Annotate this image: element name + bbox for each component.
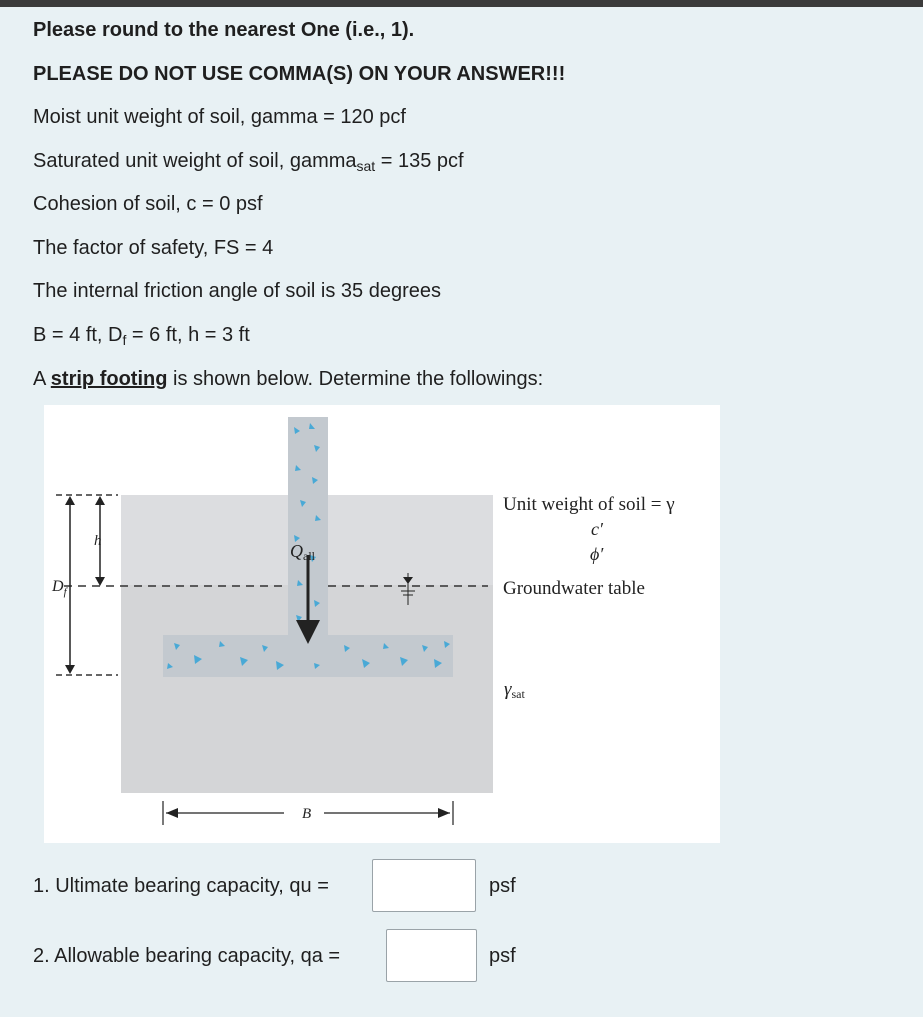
gamma-sat-label: γsat bbox=[504, 679, 525, 701]
strip-footing-diagram bbox=[44, 405, 720, 843]
strip-footing-link[interactable]: strip footing bbox=[50, 368, 168, 390]
round-note: Please round to the nearest One (i.e., 1). bbox=[33, 19, 415, 41]
h-arrow-bottom bbox=[95, 577, 105, 586]
cohesion-label: c′ bbox=[591, 519, 603, 539]
comma-note: PLEASE DO NOT USE COMMA(S) ON YOUR ANSWER!!! bbox=[33, 63, 566, 85]
df-arrow-top bbox=[65, 496, 75, 505]
unit-weight-label: Unit weight of soil = γ bbox=[503, 494, 675, 515]
question-1-unit: psf bbox=[489, 875, 516, 897]
ultimate-bearing-input[interactable] bbox=[372, 859, 476, 912]
phi-label: ϕ′ bbox=[590, 544, 604, 564]
panel-bottom-edge bbox=[0, 1017, 923, 1024]
question-2-label: 2. Allowable bearing capacity, qa = bbox=[33, 945, 341, 967]
df-label: $D_f$ bbox=[52, 578, 67, 598]
question-1-label: 1. Ultimate bearing capacity, qu = bbox=[33, 875, 329, 897]
cohesion: Cohesion of soil, c = 0 psf bbox=[33, 193, 263, 215]
question-2-unit: psf bbox=[489, 945, 516, 967]
window-top-bar bbox=[0, 0, 923, 7]
groundwater-label: Groundwater table bbox=[503, 578, 645, 599]
b-arrow-right bbox=[438, 808, 450, 818]
h-arrow-top bbox=[95, 496, 105, 505]
dimensions: B = 4 ft, $D_f = 6$ ft, h = 3 ft bbox=[33, 324, 250, 348]
allowable-bearing-input[interactable] bbox=[386, 929, 477, 982]
friction-angle: The internal friction angle of soil is 35 degrees bbox=[33, 280, 442, 302]
b-arrow-left bbox=[166, 808, 178, 818]
h-label: h bbox=[94, 533, 102, 549]
factor-of-safety: The factor of safety, FS = 4 bbox=[33, 237, 274, 259]
moist-unit-weight: Moist unit weight of soil, gamma = 120 pcf bbox=[33, 106, 406, 128]
footing-base bbox=[163, 635, 453, 677]
saturated-unit-weight: Saturated unit weight of soil, gamma$_{sat}$ = 135 pcf bbox=[33, 150, 464, 174]
intro-text: A strip footing is shown below. Determine the followings: bbox=[33, 368, 544, 390]
df-arrow-bottom bbox=[65, 665, 75, 674]
q-all-label: Qall bbox=[290, 541, 315, 563]
b-label: B bbox=[302, 806, 312, 822]
footing-svg bbox=[44, 405, 720, 843]
